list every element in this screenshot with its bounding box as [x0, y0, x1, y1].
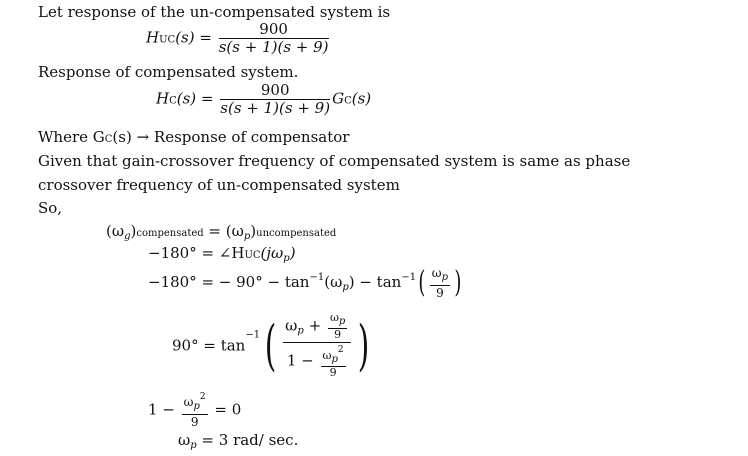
where-line	[38, 128, 349, 146]
eq5-rhs: = 0	[214, 400, 242, 419]
eq3-sup: −1	[309, 272, 325, 283]
eq1-right-tag: uncompensated	[256, 228, 337, 239]
eq1-mid-sub: p	[243, 231, 251, 242]
eq5-frac-num-sub: p	[193, 401, 200, 412]
hc-lhs-sub: C	[169, 95, 177, 107]
eq3-left: −180° = − 90° − tan	[148, 273, 310, 291]
eq4-left: 90° = tan	[172, 336, 246, 355]
eq1-left: (ω	[106, 222, 125, 240]
eq3-mid-end: ) − tan	[348, 273, 402, 291]
eq3	[148, 266, 464, 300]
eq6-left: ω	[178, 431, 191, 449]
eq6-rhs: = 3 rad/ sec.	[201, 431, 299, 449]
eq5-frac-den: 9	[190, 415, 199, 429]
eq4-denominator	[283, 343, 351, 379]
eq5-frac-num-wrap	[182, 390, 208, 415]
eq3-open-paren: (	[418, 265, 426, 300]
eq4-den-fraction	[321, 344, 346, 379]
hc-tail-sub: C	[344, 95, 352, 107]
eq4-den-one: 1 −	[286, 351, 314, 370]
eq4-den-frac-sub: p	[331, 354, 338, 365]
huc-lhs-arg: (s) =	[175, 28, 212, 47]
eq4-num-frac-num-wrap	[328, 312, 347, 329]
eq4-den-frac-sup: 2	[337, 345, 344, 355]
eq1-left-tag: compensated	[136, 228, 204, 239]
eq5-one: 1 −	[148, 400, 175, 419]
eq3-mid-sub: p	[342, 282, 349, 293]
eq4-num-plus: +	[308, 316, 322, 335]
eq1-mid-close: )	[250, 222, 257, 240]
hc-lhs: H	[156, 89, 170, 108]
eq4-sup: −1	[245, 329, 261, 341]
eq4-den-frac-num-wrap	[321, 344, 346, 367]
where-rest: (s) → Response of compensator	[112, 128, 350, 146]
so-text: So,	[38, 199, 63, 217]
eq3-frac-den: 9	[436, 286, 444, 300]
eq5	[148, 390, 241, 429]
huc-lhs-sub: UC	[159, 34, 176, 46]
eq4	[172, 312, 374, 382]
eq4-close-paren: )	[358, 313, 370, 377]
hc-tail: G	[332, 89, 345, 108]
hc-numerator: 900	[220, 82, 330, 100]
hc-tail-arg: (s)	[351, 89, 372, 108]
eq2-left: −180° = ∠H	[148, 244, 245, 262]
eq4-main-fraction	[283, 312, 351, 379]
eq3-fraction	[430, 266, 450, 300]
hc-lhs-arg: (s) =	[176, 89, 214, 108]
eq1-mid: = (ω	[203, 222, 244, 240]
hc-denominator: s(s + 1)(s + 9)	[220, 99, 331, 117]
eq3-mid: (ω	[324, 273, 343, 291]
eq6	[178, 431, 298, 451]
hc-equation	[156, 82, 371, 117]
eq5-frac-num-sup: 2	[199, 392, 206, 402]
eq3-frac-num-wrap	[430, 266, 450, 286]
eq2-end: )	[289, 244, 296, 262]
eq1-left-sub: g	[124, 231, 131, 242]
huc-lhs: H	[146, 28, 160, 47]
huc-fraction	[219, 21, 329, 56]
given-line-1: Given that gain-crossover frequency of compensated system is same as phase	[38, 152, 631, 170]
given-line-2: crossover frequency of un-compensated system	[38, 176, 400, 194]
eq2-right-sub: p	[283, 253, 290, 264]
huc-numerator: 900	[219, 21, 329, 39]
where-sub: C	[104, 134, 113, 145]
eq3-close-paren: )	[454, 265, 462, 300]
eq4-den-frac-num: ω	[322, 349, 332, 362]
hc-fraction	[220, 82, 330, 117]
eq1	[106, 222, 336, 242]
huc-denominator: s(s + 1)(s + 9)	[218, 38, 329, 56]
eq3-sup2: −1	[401, 272, 417, 283]
eq2	[148, 244, 296, 264]
eq4-num-a: ω	[285, 316, 298, 335]
eq4-num-a-sub: p	[297, 325, 304, 337]
eq4-num-fraction	[328, 312, 347, 341]
eq5-fraction	[182, 390, 208, 429]
eq4-open-paren: (	[264, 313, 277, 377]
eq2-sub: UC	[244, 250, 261, 261]
eq4-num-frac-num: ω	[329, 311, 339, 324]
where-text: Where G	[38, 128, 105, 146]
eq4-num-frac-sub: p	[338, 316, 346, 327]
eq4-den-frac-den: 9	[329, 366, 337, 379]
eq1-left-close: )	[130, 222, 137, 240]
huc-equation	[146, 21, 331, 56]
compensated-label: Response of compensated system.	[38, 63, 299, 81]
eq4-num-frac-den: 9	[334, 328, 342, 341]
eq6-left-sub: p	[190, 440, 197, 451]
eq3-frac-num: ω	[431, 266, 442, 280]
eq2-right: (jω	[260, 244, 284, 262]
eq5-frac-num: ω	[183, 395, 194, 409]
eq3-frac-num-sub: p	[441, 272, 448, 283]
intro-text: Let response of the un-compensated system is	[38, 3, 391, 21]
eq4-numerator	[283, 312, 351, 343]
